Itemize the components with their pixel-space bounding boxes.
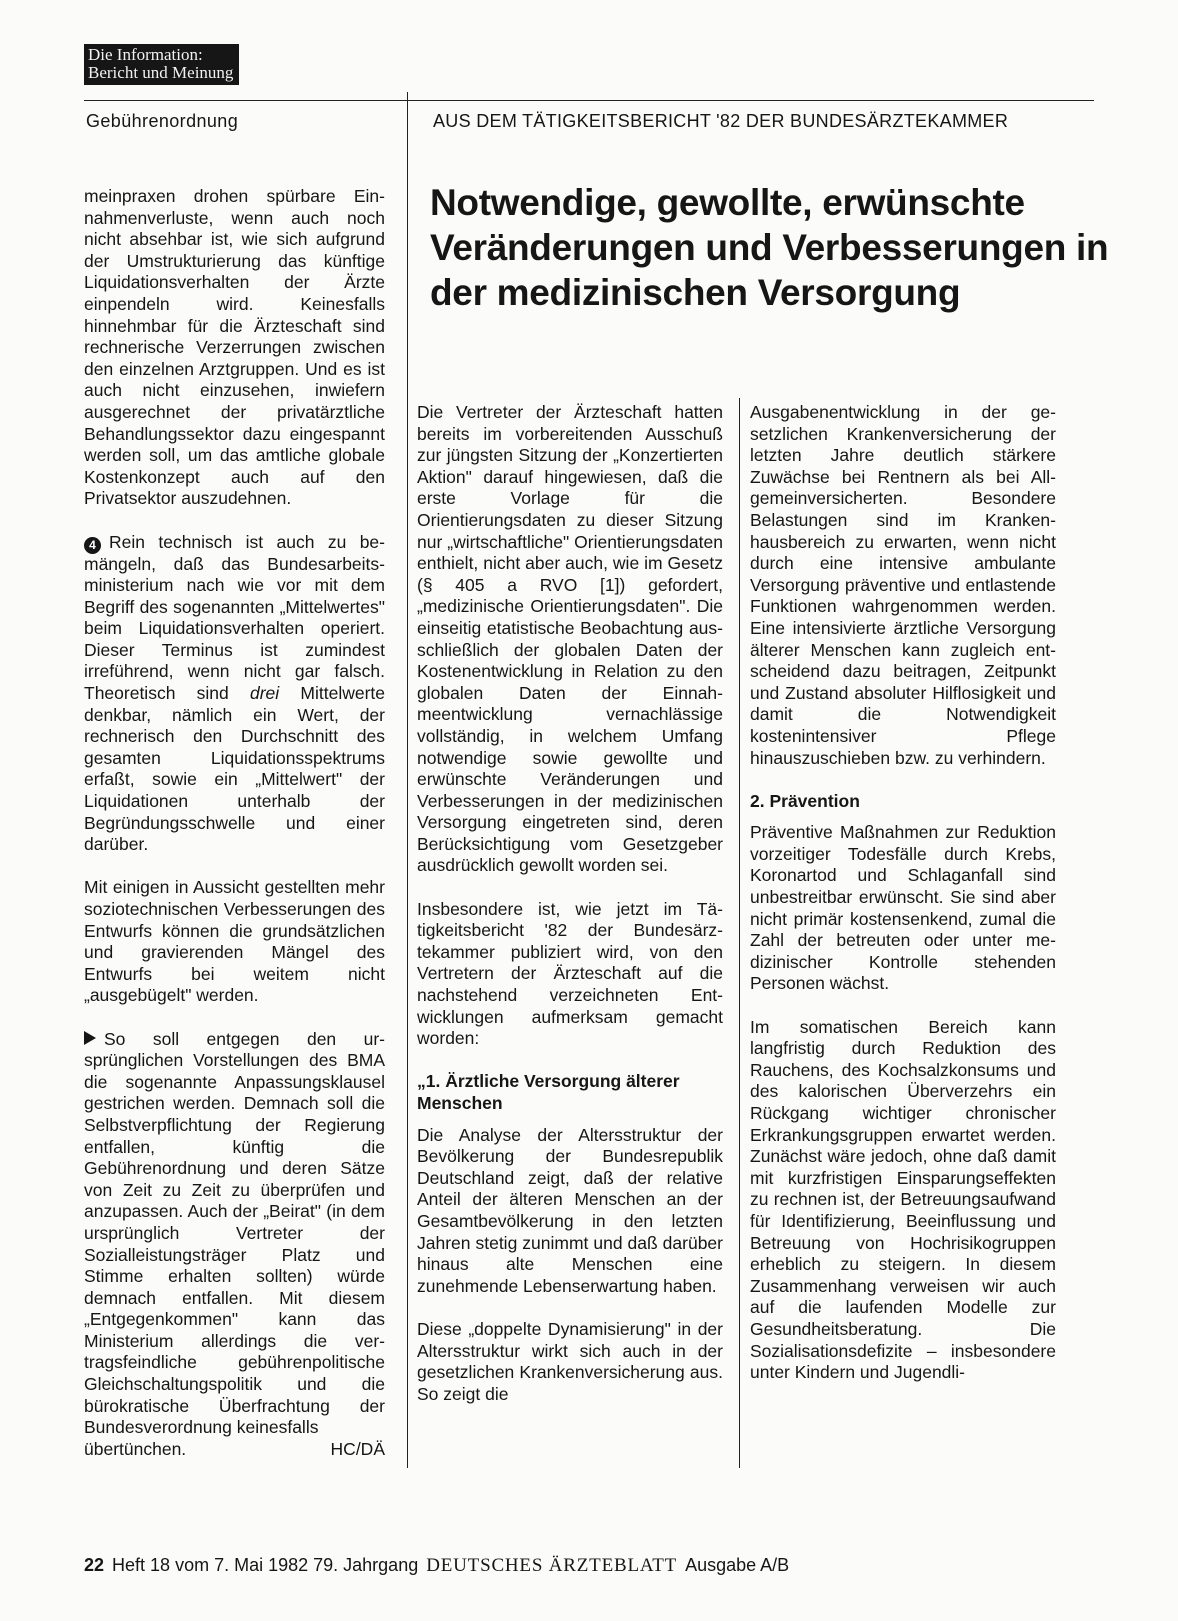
page-number: 22 [84,1555,105,1575]
left-last-word: übertünchen. [84,1438,187,1459]
journal-name: DEUTSCHES ÄRZTEBLATT [426,1555,678,1576]
edition-info: Ausgabe A/B [685,1555,790,1575]
page-footer [84,1555,789,1577]
column-divider-right [739,398,740,1468]
left-paragraph-4 [84,1029,385,1439]
section-label: Gebührenordnung [86,111,239,131]
left-paragraph-2 [84,532,385,856]
middle-paragraph-3: Die Analyse der Altersstruktur der Bevölkerung der Bundesrepublik Deutschland zeigt, daß der relative Anteil der älteren Menschen an der Gesamtbevölkerung in den letzten Jahren stetig zunimmt und daß darüber hinaus alte Menschen eine zunehmende Lebenserwartung haben. [417,1124,723,1296]
middle-paragraph-1: Die Vertreter der Ärzteschaft hatten bereits im vorbereitenden Ausschuß zur jüngsten Sitzung der „Konzertierten Aktion" darauf hingewiesen, daß die erste Vorlage für die Orientierungsdaten zu dieser Sitzung nur „wirtschaftliche" Orientierungsdaten enthielt, nicht aber auch, wie im Gesetz (§ 405 a RVO [1]) gefordert, „medizinische Orientierungsdaten". Die einseitig etatistische Beobachtung ausschließlich der globalen Daten der Kostenentwicklung in Relation zu den globalen Daten der Einnahmeentwicklung vernachlässige vollständig, in welchem Umfang notwendige sowie gewollte und erwünschte Veränderungen und Verbesserungen in der medizinischen Versorgung eingetreten sind, deren Berücksichtigung vom Gesetzgeber ausdrücklich gewollt worden sei. [417,402,723,876]
left-column [84,186,385,1460]
header-label: AUS DEM TÄTIGKEITSBERICHT '82 DER BUNDESÄRZTEKAMMER [433,111,1009,131]
column-divider-left [407,92,408,1468]
middle-column [417,402,723,1405]
masthead-line2: Bericht und Meinung [88,63,234,82]
number-4-icon: 4 [84,537,101,554]
masthead [84,44,239,85]
headline: Notwendige, gewollte, erwünschte Veränderungen und Verbesserungen in der medizinischen Versorgung [430,182,1109,313]
left-paragraph-1: meinpraxen drohen spürbare Einnahmenverluste, wenn auch noch nicht absehbar ist, wie sich aufgrund der Umstrukturierung das künftige Liquidationsverhalten der Ärzte einpendeln wird. Keinesfalls hinnehmbar für die Ärzteschaft sind rechnerische Verzerrungen zwischen den einzelnen Arztgruppen. Und es ist auch nicht einzusehen, inwiefern ausgerechnet der privatärztliche Behandlungssektor dazu eingespannt werden soll, um das amtliche globale Kostenkonzept auch auf den Privatsektor auszudehnen. [84,186,385,509]
middle-paragraph-2: Insbesondere ist, wie jetzt im Tätigkeitsbericht '82 der Bundesärztekammer publiziert wird, von den Vertretern der Ärzteschaft auf die nachstehend verzeichneten Entwicklungen aufmerksam gemacht worden: [417,898,723,1049]
right-paragraph-2: Präventive Maßnahmen zur Reduktion vorzeitiger Todesfälle durch Krebs, Koronartod und Schlaganfall sind unbestreitbar erwünscht. Sie sind aber nicht primär kostensenkend, zumal die Zahl der betreuten oder unter medizinischer Kontrolle stehenden Personen wächst. [750,822,1056,994]
author-signature: HC/DÄ [330,1438,385,1459]
right-paragraph-1: Ausgabenentwicklung in der gesetzlichen Krankenversicherung der letzten Jahre deutlich stärkere Zuwächse bei Rentnern als bei Allgemeinversicherten. Besondere Belastungen sind im Krankenhausbereich zu erwarten, wenn nicht durch eine intensive ambulante Versorgung präventive und entlastende Funktionen wahrgenommen werden. Eine intensivierte ärztliche Versorgung älterer Menschen kann zugleich entscheidend dazu beitragen, Zeitpunkt und Zustand absoluter Hilflosigkeit und damit die Notwendigkeit kostenintensiver Pflege hinauszuschieben bzw. zu verhindern. [750,402,1056,768]
left-paragraph-2-text-b: Mittelwerte denkbar, nämlich ein Wert, der rechnerisch den Durchschnitt des gesamten Liquidationsspektrums erfaßt, sowie ein „Mittelwert" der Liquidationen unterhalb der Begründungsschwelle und einer darüber. [84,683,385,855]
top-rule [84,100,1094,101]
middle-paragraph-4: Diese „doppelte Dynamisierung" in der Altersstruktur wirkt sich auch in der gesetzlichen Krankenversicherung aus. So zeigt die [417,1318,723,1404]
left-signature-line [84,1439,385,1461]
left-paragraph-2-emphasis: drei [249,683,280,704]
middle-heading-1: „1. Ärztliche Versorgung älterer Menschen [417,1071,680,1113]
right-column [750,402,1056,1384]
masthead-line1: Die Information: [88,45,203,64]
left-paragraph-4-text: So soll entgegen den ursprünglichen Vorstellungen des BMA die sogenannte Anpassungsklausel gestrichen werden. Demnach soll die Selbstverpflichtung der Regierung entfallen, künftig die Gebührenordnung und deren Sätze von Zeit zu Zeit zu überprüfen und anzupassen. Auch der „Beirat" (in dem ursprünglich Vertreter der Sozialleistungsträger Platz und Stimme erhalten sollten) würde demnach entfallen. Mit diesem „Entgegenkommen" kann das Ministerium allerdings die vertragsfeindliche gebührenpolitische Gleichschaltungspolitik und die bürokratische Überfrachtung der Bundesverordnung keinesfalls [84,1028,385,1438]
left-paragraph-2-text-a: Rein technisch ist auch zu bemängeln, daß das Bundesarbeitsministerium nach wie vor mit dem Begriff des sogenannten „Mittelwertes" beim Liquidationsverhalten operiert. Dieser Terminus ist zumindest irreführend, wenn nicht gar falsch. Theoretisch sind [84,531,385,704]
issue-info: Heft 18 vom 7. Mai 1982 79. Jahrgang [112,1555,419,1575]
triangle-bullet-icon [84,1031,96,1045]
right-paragraph-3: Im somatischen Bereich kann langfristig durch Reduktion des Rauchens, des Kochsalzkonsums und des kalorischen Überverzehrs ein Rückgang wichtiger chronischer Erkrankungsgruppen erwartet werden. Zunächst wäre jedoch, ohne daß damit mit kurzfristigen Einsparungseffekten zu rechnen ist, der Betreuungsaufwand für Identifizierung, Beeinflussung und Betreuung von Hochrisikogruppen erheblich zu steigern. In diesem Zusammenhang verweisen wir auch auf die laufenden Modelle zur Gesundheitsberatung. Die Sozialisationsdefizite – insbesondere unter Kindern und Jugendli- [750,1016,1056,1383]
right-heading-1: 2. Prävention [750,790,860,811]
left-paragraph-3: Mit einigen in Aussicht gestellten mehr soziotechnischen Verbesserungen des Entwurfs können die grundsätzlichen und gravierenden Mängel des Entwurfs bei weitem nicht „ausgebügelt" werden. [84,877,385,1006]
